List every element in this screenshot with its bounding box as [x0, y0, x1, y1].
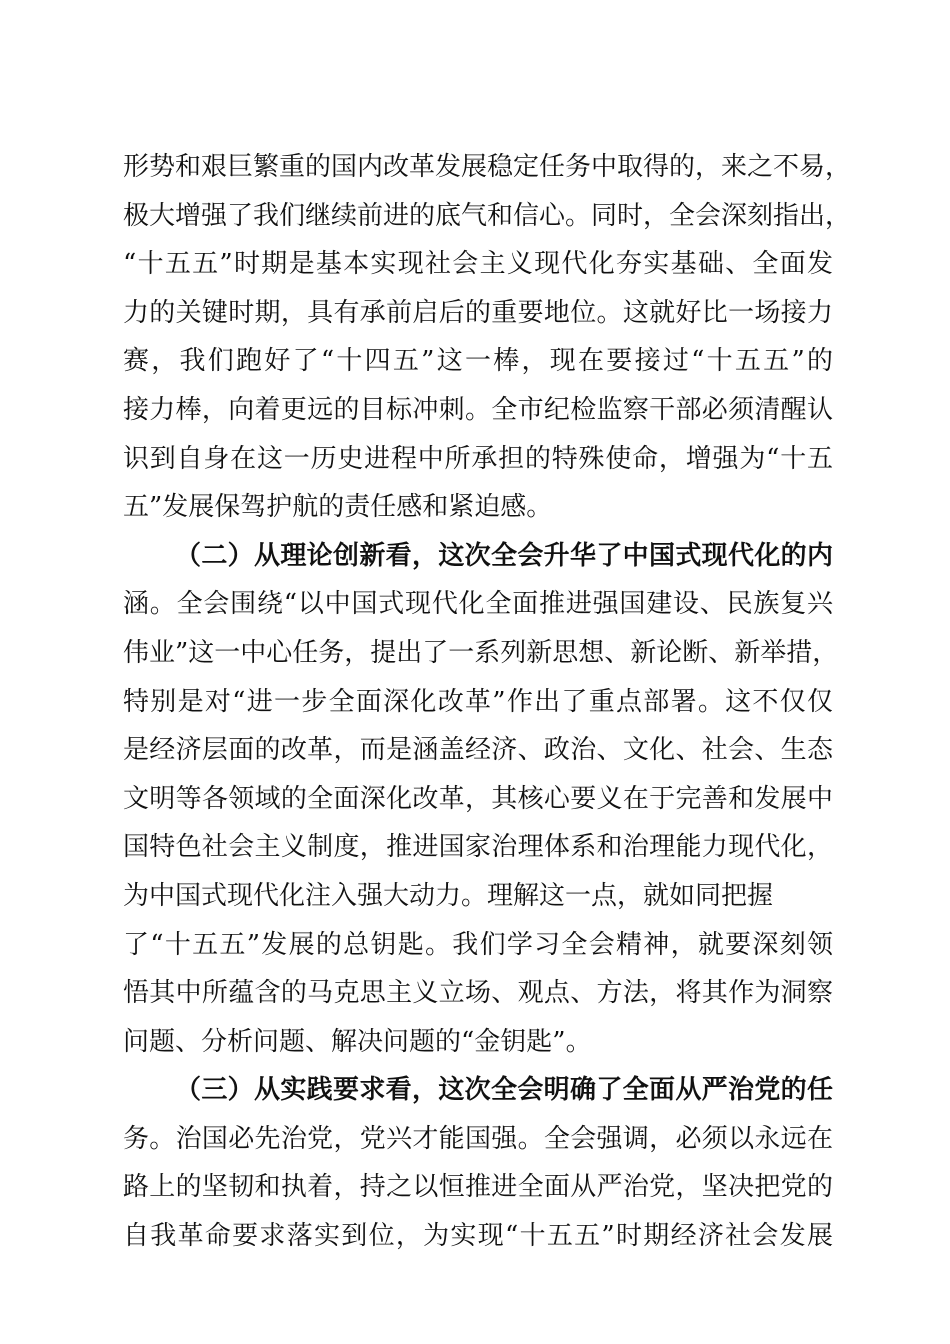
- text-line: 是经济层面的改革，而是涵盖经济、政治、文化、社会、生态: [123, 735, 833, 766]
- section-heading-line: （二）从理论创新看，这次全会升华了中国式现代化的内: [175, 540, 833, 571]
- text-line: 国特色社会主义制度，推进国家治理体系和治理能力现代化，: [123, 832, 833, 863]
- text-line: 极大增强了我们继续前进的底气和信心。同时，全会深刻指出，: [123, 200, 852, 231]
- body-text: [123, 143, 852, 1261]
- text-line: 识到自身在这一历史进程中所承担的特殊使命，增强为“十五: [123, 443, 833, 474]
- text-line: 务。治国必先治党，党兴才能国强。全会强调，必须以永远在: [123, 1123, 833, 1154]
- text-line: “十五五”时期是基本实现社会主义现代化夯实基础、全面发: [123, 249, 833, 280]
- text-line: 伟业”这一中心任务，提出了一系列新思想、新论断、新举措，: [123, 637, 839, 668]
- text-line: 接力棒，向着更远的目标冲刺。全市纪检监察干部必须清醒认: [123, 394, 833, 425]
- text-line: 五”发展保驾护航的责任感和紧迫感。: [123, 492, 553, 523]
- text-line: 悟其中所蕴含的马克思主义立场、观点、方法，将其作为洞察: [123, 978, 833, 1009]
- text-line: 自我革命要求落实到位，为实现“十五五”时期经济社会发展: [123, 1221, 833, 1252]
- text-line: 问题、分析问题、解决问题的“金钥匙”。: [123, 1026, 592, 1057]
- text-line: 路上的坚韧和执着，持之以恒推进全面从严治党，坚决把党的: [123, 1172, 833, 1203]
- section-heading-line: （三）从实践要求看，这次全会明确了全面从严治党的任: [175, 1075, 833, 1106]
- text-line: 力的关键时期，具有承前启后的重要地位。这就好比一场接力: [123, 297, 833, 328]
- text-line: 特别是对“进一步全面深化改革”作出了重点部署。这不仅仅: [123, 686, 833, 717]
- text-line: 了“十五五”发展的总钥匙。我们学习全会精神，就要深刻领: [123, 929, 833, 960]
- text-line: 形势和艰巨繁重的国内改革发展稳定任务中取得的，来之不易，: [123, 152, 852, 182]
- text-line: 为中国式现代化注入强大动力。理解这一点，就如同把握: [123, 880, 774, 911]
- text-line: 文明等各领域的全面深化改革，其核心要义在于完善和发展中: [123, 783, 833, 814]
- text-line: 涵。全会围绕“以中国式现代化全面推进强国建设、民族复兴: [123, 589, 833, 620]
- text-line: 赛，我们跑好了“十四五”这一棒，现在要接过“十五五”的: [123, 346, 833, 377]
